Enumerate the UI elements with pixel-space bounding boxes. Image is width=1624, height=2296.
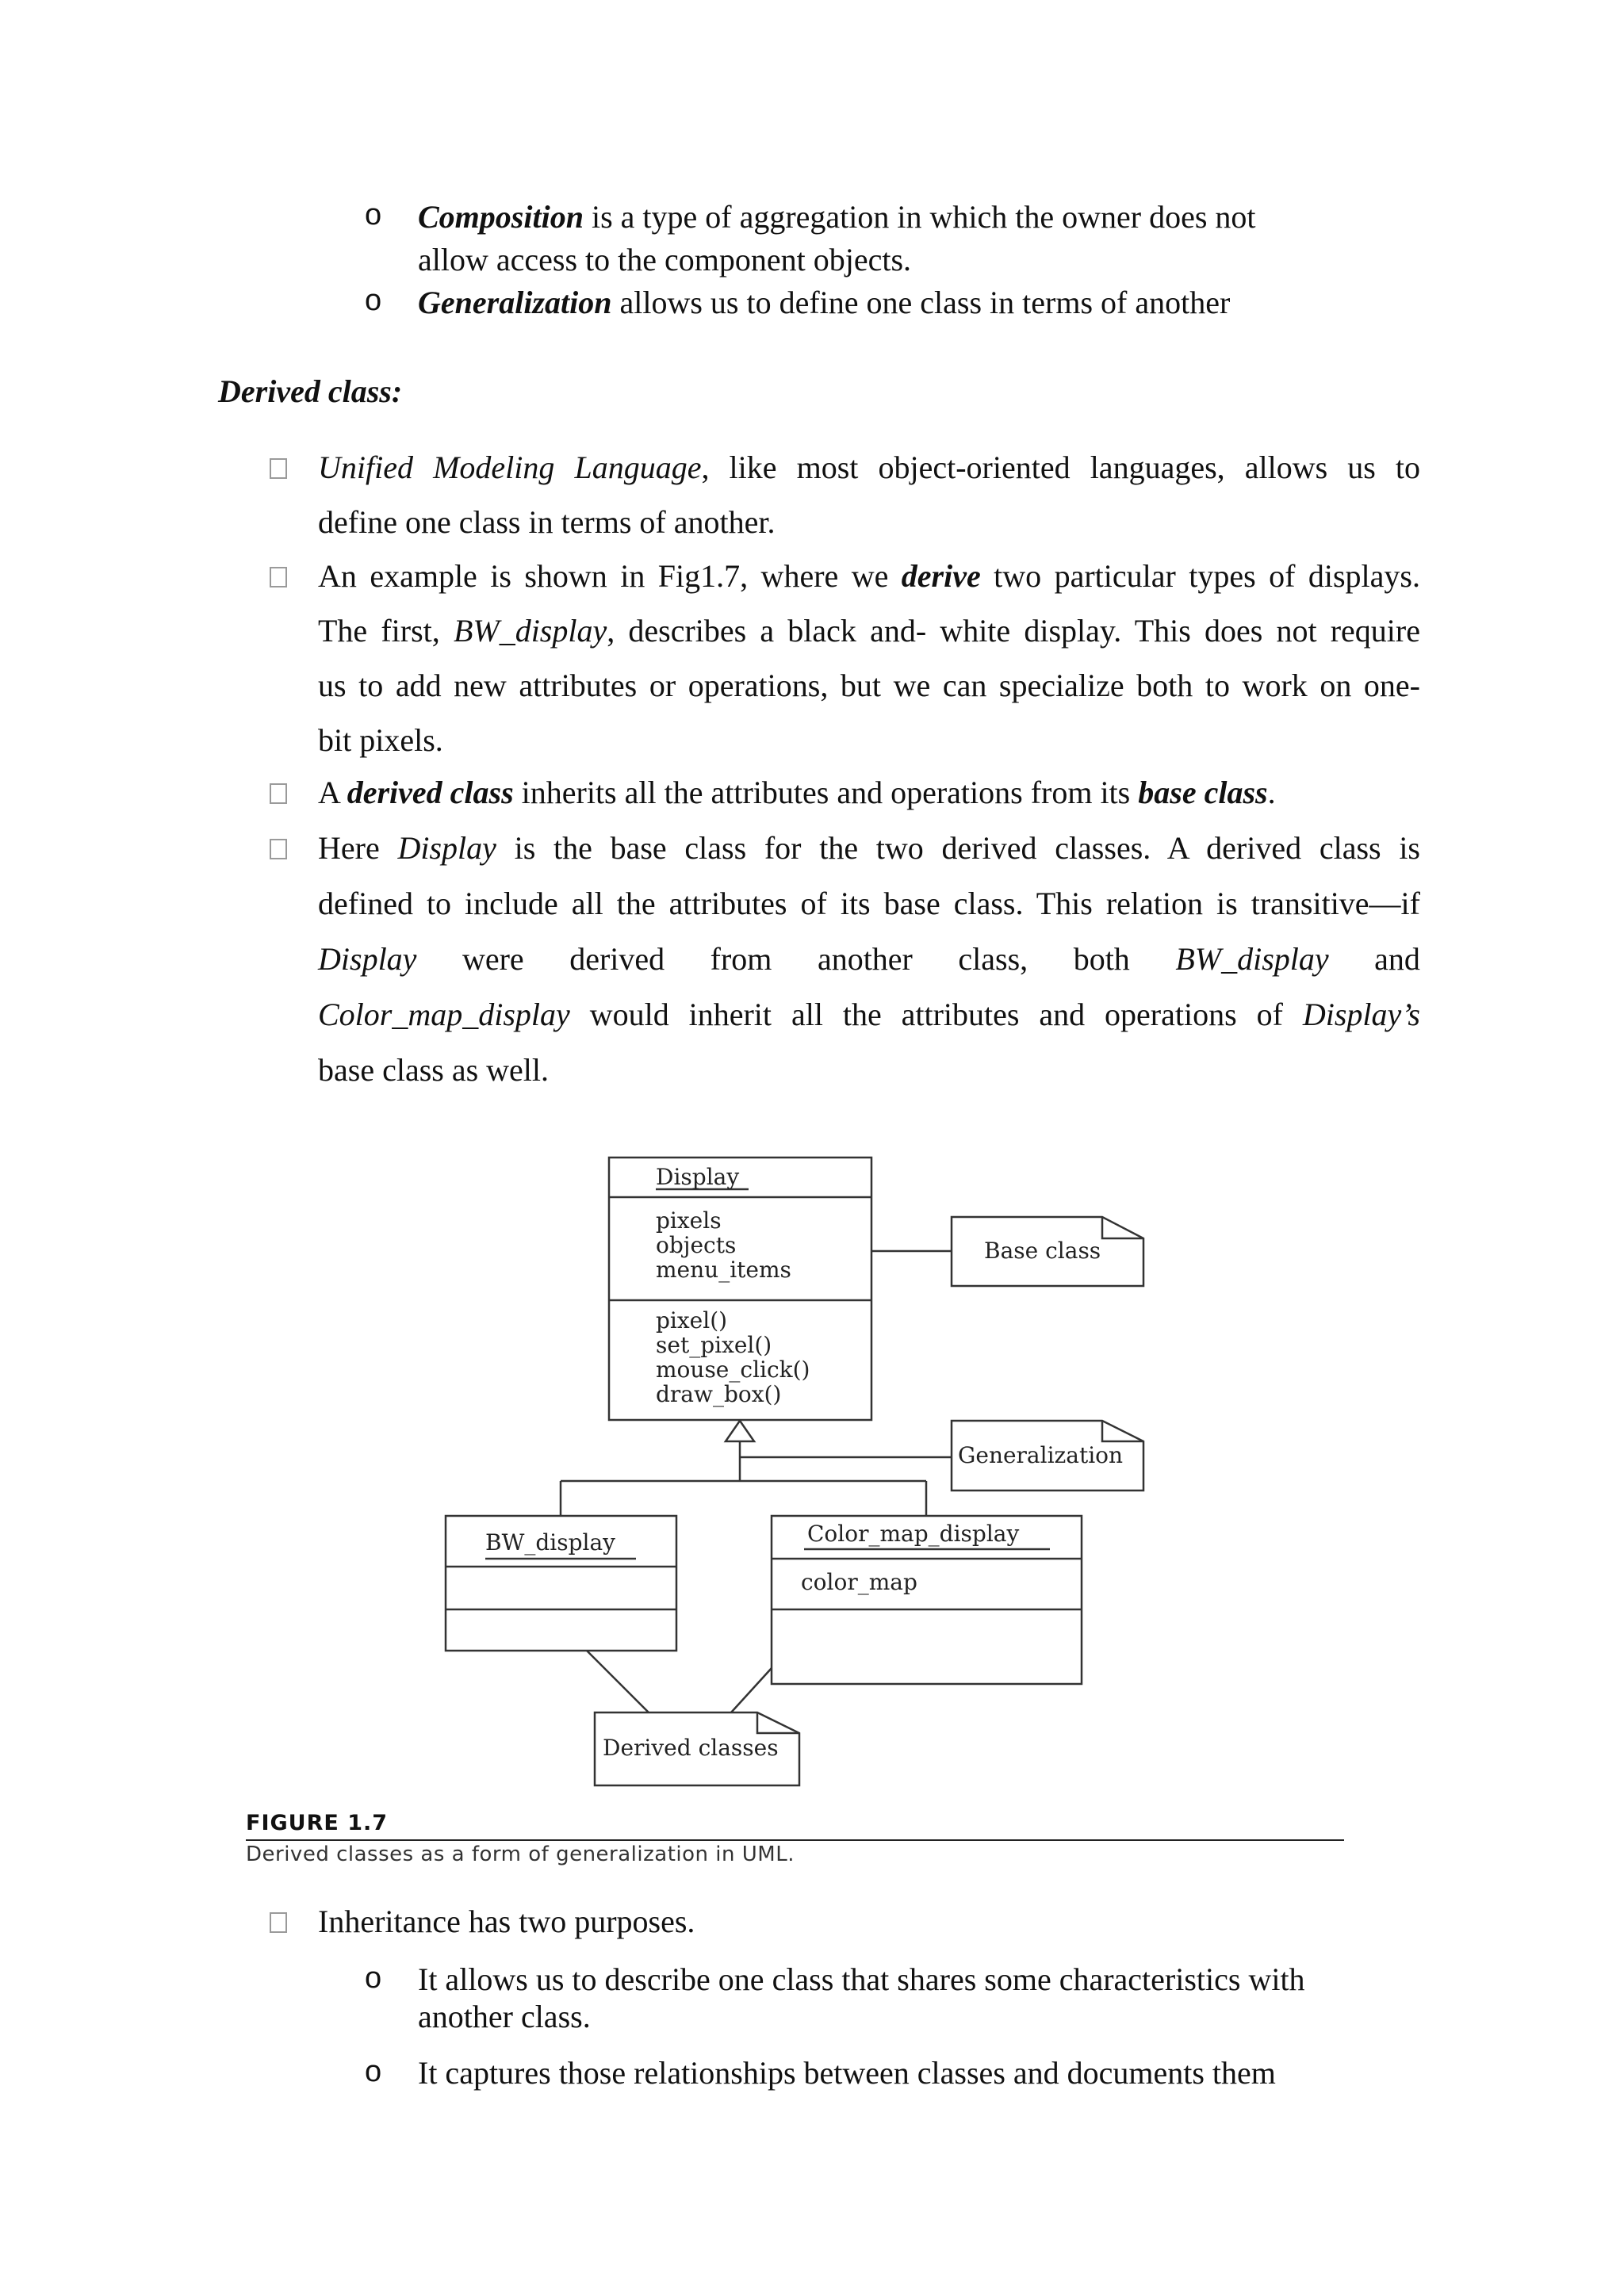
color-map-display-class-name: Color_map_display [807,1521,1020,1547]
display-term: Display’s [1302,997,1420,1032]
display-term: Display [397,830,496,866]
bullet-4-text: is the base class for the two derived classes. A derived class is [496,830,1420,866]
bw-display-term: BW_display [1175,941,1329,977]
base-class-term: base class [1138,775,1268,810]
section-heading: Derived class: [218,373,403,409]
display-attr: pixels [656,1207,722,1234]
list-marker: o [365,1961,382,1995]
derived-connector [587,1651,649,1712]
bullet-4-word: another [817,941,913,977]
bw-display-class-name: BW_display [485,1529,615,1556]
composition-text-line2: allow access to the component objects. [418,242,912,277]
generalization-note-label: Generalization [958,1442,1124,1468]
list-marker: o [365,2055,382,2088]
generalization-text: allows us to define one class in terms of another [611,285,1231,320]
derive-term: derive [901,558,981,594]
derived-classes-note-label: Derived classes [603,1735,779,1761]
inheritance-item: Inheritance has two purposes. [318,1904,695,1939]
generalization-term: Generalization [418,285,612,320]
display-attr: menu_items [656,1257,791,1283]
bullet-square [270,1912,287,1933]
bullet-4-text: Here [318,830,398,866]
composition-text: is a type of aggregation in which the owner does not [583,199,1256,235]
bullet-4-word: from [710,941,772,977]
bullet-3-text: . [1267,775,1276,810]
bullet-4-word: derived [569,941,665,977]
bullet-4-word: class, [958,941,1028,977]
figure-label: FIGURE 1.7 [246,1811,389,1835]
bullet-3-text: A [318,775,347,810]
generalization-arrow [726,1421,754,1441]
color-map-display-term: Color_map_display [318,997,570,1032]
display-term: Display [318,941,417,977]
bullet-1-text: , like most object-oriented languages, allows us to [701,450,1421,485]
display-class-name: Display [656,1164,740,1190]
display-op: mouse_click() [656,1357,810,1383]
display-op: set_pixel() [656,1332,772,1358]
bullet-4-text: would inherit all the attributes and operations of [569,997,1303,1032]
bullet-3-text: inherits all the attributes and operations from its [513,775,1139,810]
bullet-4-line5: base class as well. [318,1052,550,1088]
color-map-attr: color_map [801,1569,917,1595]
bullet-2-text: two particular types of displays. [980,558,1420,594]
bullet-1-line2: define one class in terms of another. [318,504,776,540]
bw-display-term: BW_display [453,613,607,649]
bullet-2-line4: bit pixels. [318,722,443,758]
display-op: draw_box() [656,1381,782,1407]
bullet-4-word: both [1073,941,1130,977]
display-attr: objects [656,1232,737,1258]
purpose-1-line1: It allows us to describe one class that shares some characteristics with [418,1961,1305,1997]
bullet-4-word: and [1374,941,1420,977]
derived-class-term: derived class [347,775,514,810]
bullet-2-line3: us to add new attributes or operations, but we can specialize both to work on one- [318,668,1420,703]
purpose-1-line2: another class. [418,1999,591,2034]
base-class-note-label: Base class [984,1238,1101,1264]
derived-connector [731,1668,772,1712]
display-op: pixel() [656,1307,728,1334]
bullet-2-text: , describes a black and- white display. This does not require [607,613,1420,649]
list-marker: o [365,284,382,317]
composition-term: Composition [418,199,584,235]
bullet-4-line2: defined to include all the attributes of its base class. This relation is transitive—if [318,886,1420,921]
figure-rule [246,1839,1344,1841]
uml-term: Unified Modeling Language [318,450,702,485]
bullet-2-text: An example is shown in Fig1.7, where we [318,558,902,594]
list-marker: o [365,198,382,232]
bullet-4-word: were [462,941,524,977]
purpose-2: It captures those relationships between classes and documents them [418,2055,1276,2091]
bullet-2-text: The first, [318,613,454,649]
figure-caption: Derived classes as a form of generalization in UML. [246,1843,795,1866]
